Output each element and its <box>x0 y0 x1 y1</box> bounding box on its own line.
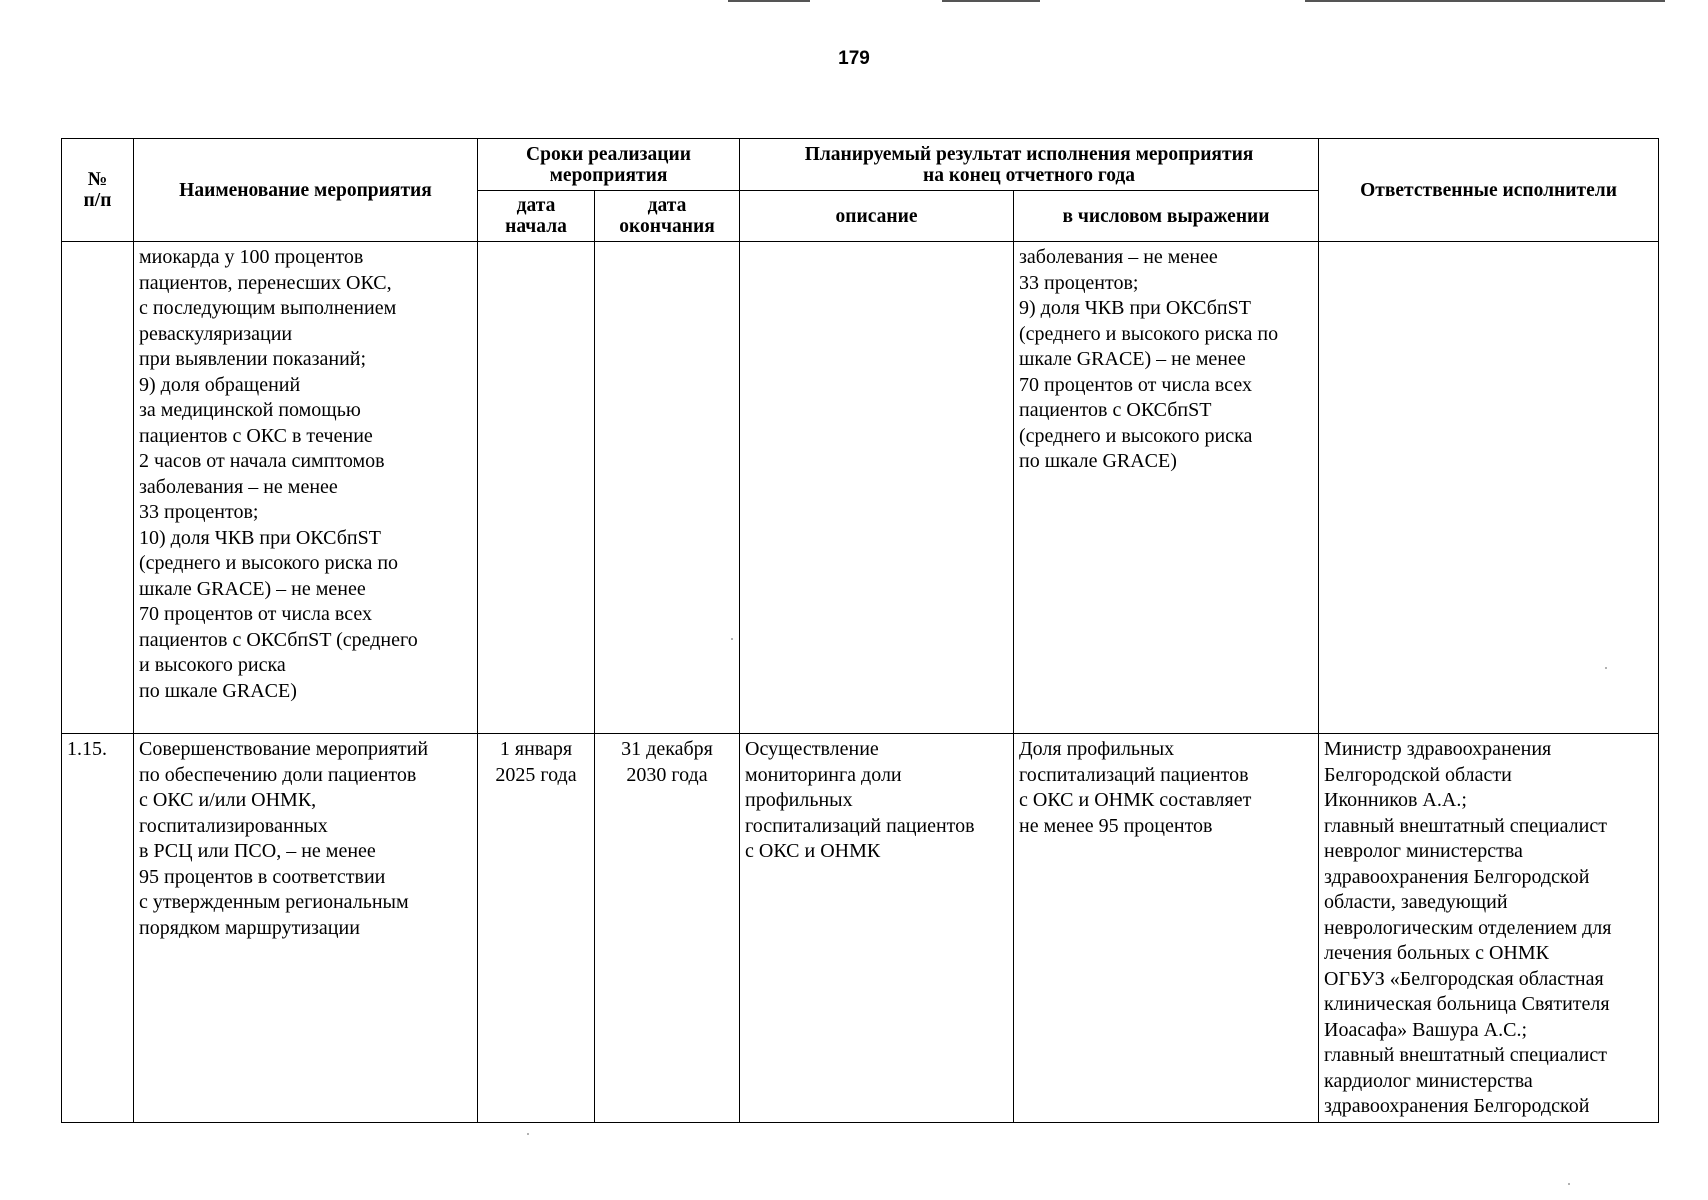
header-responsible: Ответственные исполнители <box>1319 139 1659 242</box>
table-row <box>62 242 1659 734</box>
row-numeric: заболевания – не менее 33 процентов; 9) доля ЧКВ при ОКСбпST (среднего и высокого риска по шкале GRACE) – не менее 70 процентов от числа всех пациентов с ОКСбпST (среднего и высокого риска по шкале GRACE) <box>1014 242 1319 734</box>
table-row <box>62 734 1659 1123</box>
scan-speck <box>527 1133 529 1135</box>
row-num <box>62 242 134 734</box>
header-terms: Сроки реализации мероприятия <box>478 139 740 191</box>
header-start-date: дата начала <box>478 191 595 242</box>
scan-speck <box>1568 1183 1570 1185</box>
row-numeric: Доля профильных госпитализаций пациентов с ОКС и ОНМК составляет не менее 95 процентов <box>1014 734 1319 1123</box>
scan-speck <box>731 638 733 640</box>
row-start-date: 1 января 2025 года <box>478 734 595 1123</box>
row-name: миокарда у 100 процентов пациентов, перенесших ОКС, с последующим выполнением реваскуляризации при выявлении показаний; 9) доля обращений за медицинской помощью пациентов с ОКС в течение 2 часов от начала симптомов заболевания – не менее 33 процентов; 10) доля ЧКВ при ОКСбпST (среднего и высокого риска по шкале GRACE) – не менее 70 процентов от числа всех пациентов с ОКСбпST (среднего и высокого риска по шкале GRACE) <box>134 242 478 734</box>
top-border-line <box>942 0 1040 2</box>
header-name: Наименование мероприятия <box>134 139 478 242</box>
row-description <box>740 242 1014 734</box>
activities-table <box>61 138 1659 1123</box>
header-num: № п/п <box>62 139 134 242</box>
table-header <box>62 139 1659 242</box>
row-responsible: Министр здравоохранения Белгородской области Иконников А.А.; главный внештатный специалист невролог министерства здравоохранения Белгородской области, заведующий неврологическим отделением для лечения больных с ОНМК ОГБУЗ «Белгородская областная клиническая больница Святителя Иоасафа» Вашура А.С.; главный внештатный специалист кардиолог министерства здравоохранения Белгородской <box>1319 734 1659 1123</box>
header-result: Планируемый результат исполнения мероприятия на конец отчетного года <box>740 139 1319 191</box>
top-border-line <box>728 0 810 2</box>
page-number: 179 <box>838 48 870 69</box>
row-start-date <box>478 242 595 734</box>
row-responsible <box>1319 242 1659 734</box>
row-end-date: 31 декабря 2030 года <box>595 734 740 1123</box>
header-numeric: в числовом выражении <box>1014 191 1319 242</box>
header-end-date: дата окончания <box>595 191 740 242</box>
row-end-date <box>595 242 740 734</box>
top-border-line <box>1305 0 1665 2</box>
scan-speck <box>1605 667 1607 669</box>
header-description: описание <box>740 191 1014 242</box>
row-num: 1.15. <box>62 734 134 1123</box>
row-name: Совершенствование мероприятий по обеспечению доли пациентов с ОКС и/или ОНМК, госпитализированных в РСЦ или ПСО, – не менее 95 процентов в соответствии с утвержденным региональным порядком маршрутизации <box>134 734 478 1123</box>
row-description: Осуществление мониторинга доли профильных госпитализаций пациентов с ОКС и ОНМК <box>740 734 1014 1123</box>
